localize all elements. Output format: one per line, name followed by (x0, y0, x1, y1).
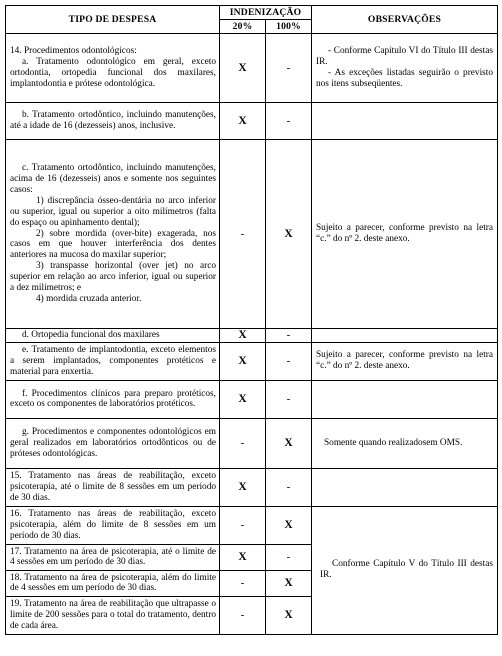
row-c-100: X (266, 140, 312, 329)
row-c-item-4: 4) mordida cruzada anterior. (36, 293, 142, 304)
row-b-20: X (220, 103, 266, 140)
expense-table (5, 5, 498, 635)
header-20-percent: 20% (220, 20, 266, 34)
row-18-20: - (220, 570, 266, 596)
row-d-text: d. Ortopedia funcional dos maxilares (22, 330, 160, 340)
row-e-text: e. Tratamento de implantodontia, exceto elementos a serem implantados, componentes protéticos e material para enxertia. (10, 345, 216, 377)
row-g-observation: Somente quando realizadosem OMS. (312, 418, 498, 468)
row-b-text: b. Tratamento ortodôntico, incluindo manutenções, até a idade de 16 (dezesseis) anos, inclusive. (10, 110, 216, 131)
table-row (6, 418, 498, 468)
row-17-20: X (220, 544, 266, 570)
row-14-description (6, 34, 220, 103)
row-g-20: - (220, 418, 266, 468)
table-row (6, 380, 498, 418)
row-19-text: 19. Tratamento na área de reabilitação que ultrapasse o limite de 200 sessões para o total do tratamento, dentro de cada área. (10, 599, 216, 631)
row-16-100: X (266, 506, 312, 544)
row-14-obs-1: - Conforme Capítulo VI do Título III destas IR. (316, 46, 493, 67)
row-c-observation: Sujeito a parecer, conforme previsto na letra “c.” do nº 2. deste anexo. (312, 140, 498, 329)
row-15-observation (312, 468, 498, 506)
row-f-100: - (266, 380, 312, 418)
row-e-20: X (220, 342, 266, 380)
row-17-100: - (266, 544, 312, 570)
row-14-obs-2: - As exceções listadas seguirão o previsto nos itens subseqüentes. (316, 68, 493, 89)
row-15-100: - (266, 468, 312, 506)
row-18-text: 18. Tratamento na área de psicoterapia, além do limite de 4 sessões em um período de 30 dias. (10, 572, 216, 594)
row-g-text: g. Procedimentos e componentes odontológicos em geral realizados em laboratórios ortodônticos ou de próteses odontológicas. (10, 427, 216, 459)
row-e-observation: Sujeito a parecer, conforme previsto na letra “c.” do nº 2. deste anexo. (312, 342, 498, 380)
table-row (6, 506, 498, 544)
row-16-20: - (220, 506, 266, 544)
row-f-text: f. Procedimentos clínicos para preparo protéticos, exceto os componentes de laboratórios protéticos. (10, 388, 216, 410)
row-17-text: 17. Tratamento na área de psicoterapia, até o limite de 4 sessões em um período de 30 dias. (10, 546, 216, 568)
row-15-20: X (220, 468, 266, 506)
row-14-observation (312, 34, 498, 103)
row-c-item-3: 3) transpasse horizontal (over jet) no arco superior em relação ao arco inferior, igual ou superior a dez milímetros; e (10, 261, 216, 294)
table-row (6, 329, 498, 343)
row-b-observation (312, 103, 498, 140)
reabilitacao-obs-text: Conforme Capítulo V do Título III destas IR. (320, 559, 493, 581)
row-19-20: - (220, 596, 266, 634)
row-f-observation (312, 380, 498, 418)
document-page (5, 5, 497, 651)
row-d-observation (312, 329, 498, 343)
row-14a-100: - (266, 34, 312, 103)
row-18-100: X (266, 570, 312, 596)
reabilitacao-observation (312, 506, 498, 634)
header-indenizacao: INDENIZAÇÃO (220, 6, 312, 20)
table-row (6, 34, 498, 103)
row-c-intro: c. Tratamento ortodôntico, incluindo manutenções, acima de 16 (dezesseis) anos e somente nos seguintes casos: (10, 163, 216, 195)
row-c-20: - (220, 140, 266, 329)
row-14a-20: X (220, 34, 266, 103)
table-row (6, 468, 498, 506)
table-row (6, 342, 498, 380)
header-100-percent: 100% (266, 20, 312, 34)
row-g-100: X (266, 418, 312, 468)
table-row (6, 140, 498, 329)
table-row (6, 103, 498, 140)
row-f-20: X (220, 380, 266, 418)
row-14-title: 14. Procedimentos odontológicos: (10, 46, 137, 57)
row-e-100: - (266, 342, 312, 380)
row-b-100: - (266, 103, 312, 140)
row-c-item-2: 2) sobre mordida (over-bite) exagerada, nos casos em que houver interferência dos dentes anteriores na mucosa do maxilar superior; (10, 228, 216, 261)
row-15-text: 15. Tratamento nas áreas de reabilitação, exceto psicoterapia, até o limite de 8 sessões em um período de 30 dias. (10, 471, 216, 503)
header-tipo-despesa: TIPO DE DESPESA (6, 6, 220, 34)
row-14a-text: a. Tratamento odontológico em geral, exceto ortodontia, ortopedia funcional dos maxilares, implantodontia e prótese odontológica. (10, 57, 216, 89)
row-c-item-1: 1) discrepância ósseo-dentária no arco inferior ou superior, igual ou superior a oito milímetros (falta do espaço ou apinhamento dental); (10, 195, 216, 228)
row-16-text: 16. Tratamento nas áreas de reabilitação, exceto psicoterapia, além do limite de 8 sessões em um período de 30 dias. (10, 509, 216, 541)
header-observacoes: OBSERVAÇÕES (312, 6, 498, 34)
row-d-20: X (220, 329, 266, 343)
row-d-100: - (266, 329, 312, 343)
row-19-100: X (266, 596, 312, 634)
